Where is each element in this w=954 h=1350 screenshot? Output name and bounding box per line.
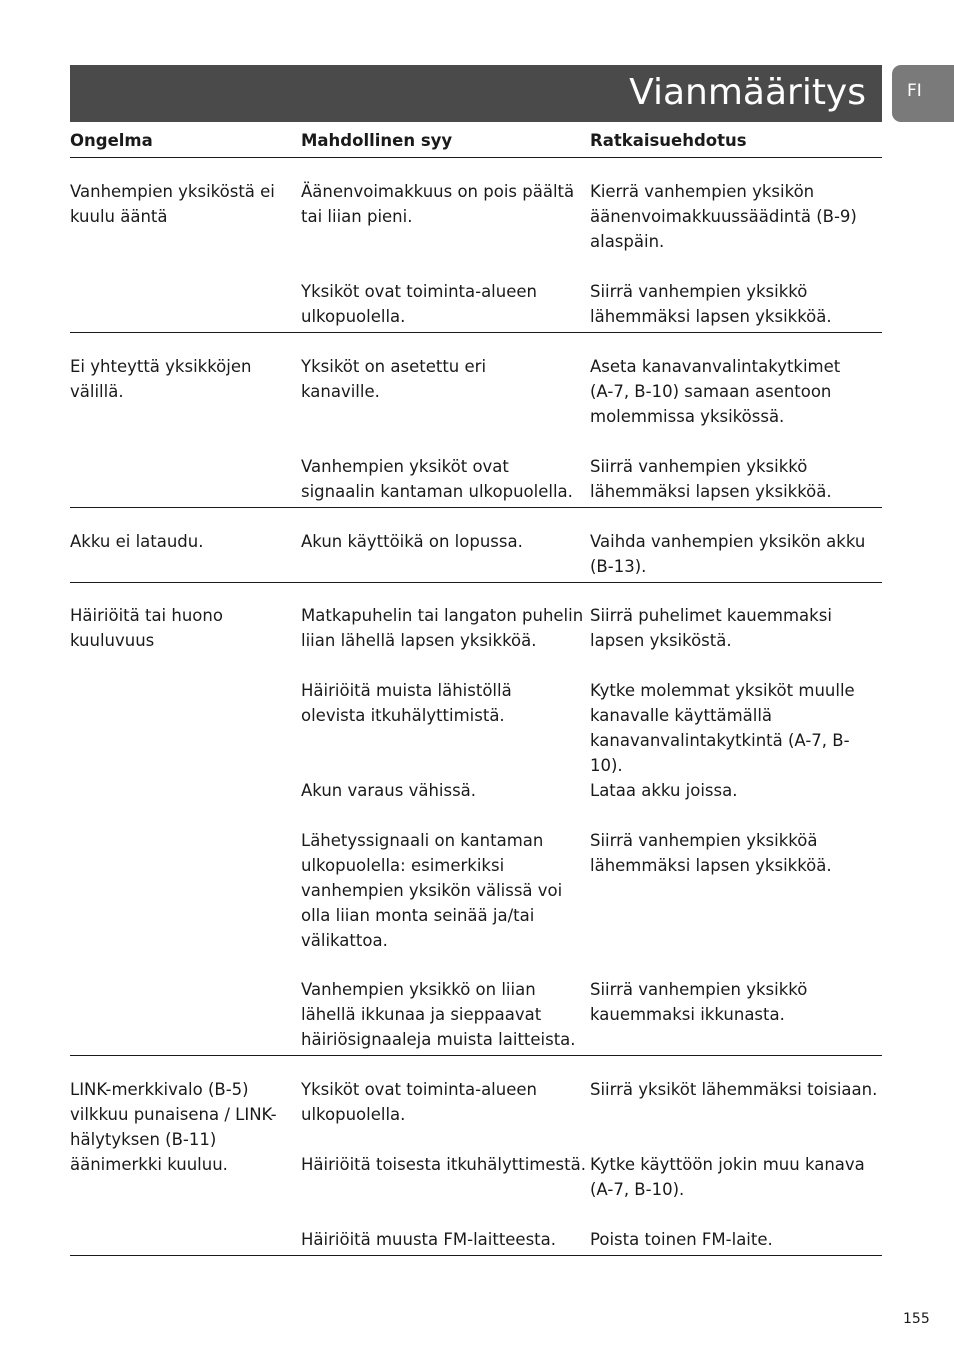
solution-cell: Vaihda vanhempien yksikön akku (B-13). [590, 532, 866, 576]
table-row-group [70, 354, 882, 508]
page-title: Vianmääritys [629, 72, 866, 113]
solution-cell: Siirrä vanhempien yksikkö lähemmäksi lapsen yksikköä. [590, 457, 832, 501]
solution-cell: Siirrä vanhempien yksikkö lähemmäksi lapsen yksikköä. [590, 282, 832, 326]
problem-cell: Vanhempien yksiköstä ei kuulu ääntä [70, 182, 275, 226]
table-row-group [70, 603, 882, 1056]
cause-cell: Yksiköt ovat toiminta-alueen ulkopuolella. [301, 1080, 537, 1124]
cause-cell: Vanhempien yksikkö on liian lähellä ikkunaa ja sieppaavat häiriösignaaleja muista laitteista. [301, 980, 576, 1049]
cause-cell: Lähetyssignaali on kantaman ulkopuolella: esimerkiksi vanhempien yksikön välissä voi olla liian monta seinää ja/tai välikattoa. [301, 831, 563, 950]
table-row-group [70, 1077, 882, 1256]
solution-cell: Poista toinen FM-laite. [590, 1230, 773, 1249]
cause-cell: Akun käyttöikä on lopussa. [301, 532, 523, 551]
language-tab-label: FI [907, 81, 922, 101]
cause-cell: Matkapuhelin tai langaton puhelin liian lähellä lapsen yksikköä. [301, 606, 584, 650]
problem-cell: Ei yhteyttä yksikköjen välillä. [70, 357, 252, 401]
solution-cell: Siirrä yksiköt lähemmäksi toisiaan. [590, 1080, 878, 1099]
table-row-group [70, 179, 882, 333]
header-rule [70, 157, 882, 158]
title-bar [70, 65, 882, 122]
cause-cell: Yksiköt ovat toiminta-alueen ulkopuolella. [301, 282, 537, 326]
column-header-cause: Mahdollinen syy [301, 131, 453, 150]
cause-cell: Äänenvoimakkuus on pois päältä tai liian pieni. [301, 182, 575, 226]
language-tab [892, 65, 954, 122]
cause-cell: Häiriöitä muusta FM-laitteesta. [301, 1230, 557, 1249]
column-header-solution: Ratkaisuehdotus [590, 131, 747, 150]
cause-cell: Yksiköt on asetettu eri kanaville. [301, 357, 487, 401]
problem-cell: Häiriöitä tai huono kuuluvuus [70, 606, 223, 650]
problem-cell: Akku ei lataudu. [70, 532, 204, 551]
solution-cell: Siirrä vanhempien yksikköä lähemmäksi lapsen yksikköä. [590, 831, 832, 875]
cause-cell: Akun varaus vähissä. [301, 781, 477, 800]
solution-cell: Kytke molemmat yksiköt muulle kanavalle käyttämällä kanavanvalintakytkintä (A-7, B-10). [590, 681, 855, 775]
solution-cell: Siirrä vanhempien yksikkö kauemmaksi ikkunasta. [590, 980, 808, 1024]
cause-cell: Häiriöitä muista lähistöllä olevista itkuhälyttimistä. [301, 681, 512, 725]
column-header-problem: Ongelma [70, 131, 153, 150]
solution-cell: Siirrä puhelimet kauemmaksi lapsen yksiköstä. [590, 606, 832, 650]
solution-cell: Aseta kanavanvalintakytkimet (A-7, B-10) samaan asentoon molemmissa yksikössä. [590, 357, 841, 426]
solution-cell: Lataa akku joissa. [590, 781, 738, 800]
cause-cell: Vanhempien yksiköt ovat signaalin kantaman ulkopuolella. [301, 457, 573, 501]
page-number: 155 [903, 1311, 930, 1327]
table-row-group [70, 529, 882, 583]
solution-cell: Kierrä vanhempien yksikön äänenvoimakkuussäädintä (B-9) alaspäin. [590, 182, 857, 251]
cause-cell: Häiriöitä toisesta itkuhälyttimestä. [301, 1155, 586, 1174]
solution-cell: Kytke käyttöön jokin muu kanava (A-7, B-10). [590, 1155, 865, 1199]
problem-cell: LINK-merkkivalo (B-5) vilkkuu punaisena / LINK- hälytyksen (B-11) äänimerkki kuuluu. [70, 1080, 277, 1174]
